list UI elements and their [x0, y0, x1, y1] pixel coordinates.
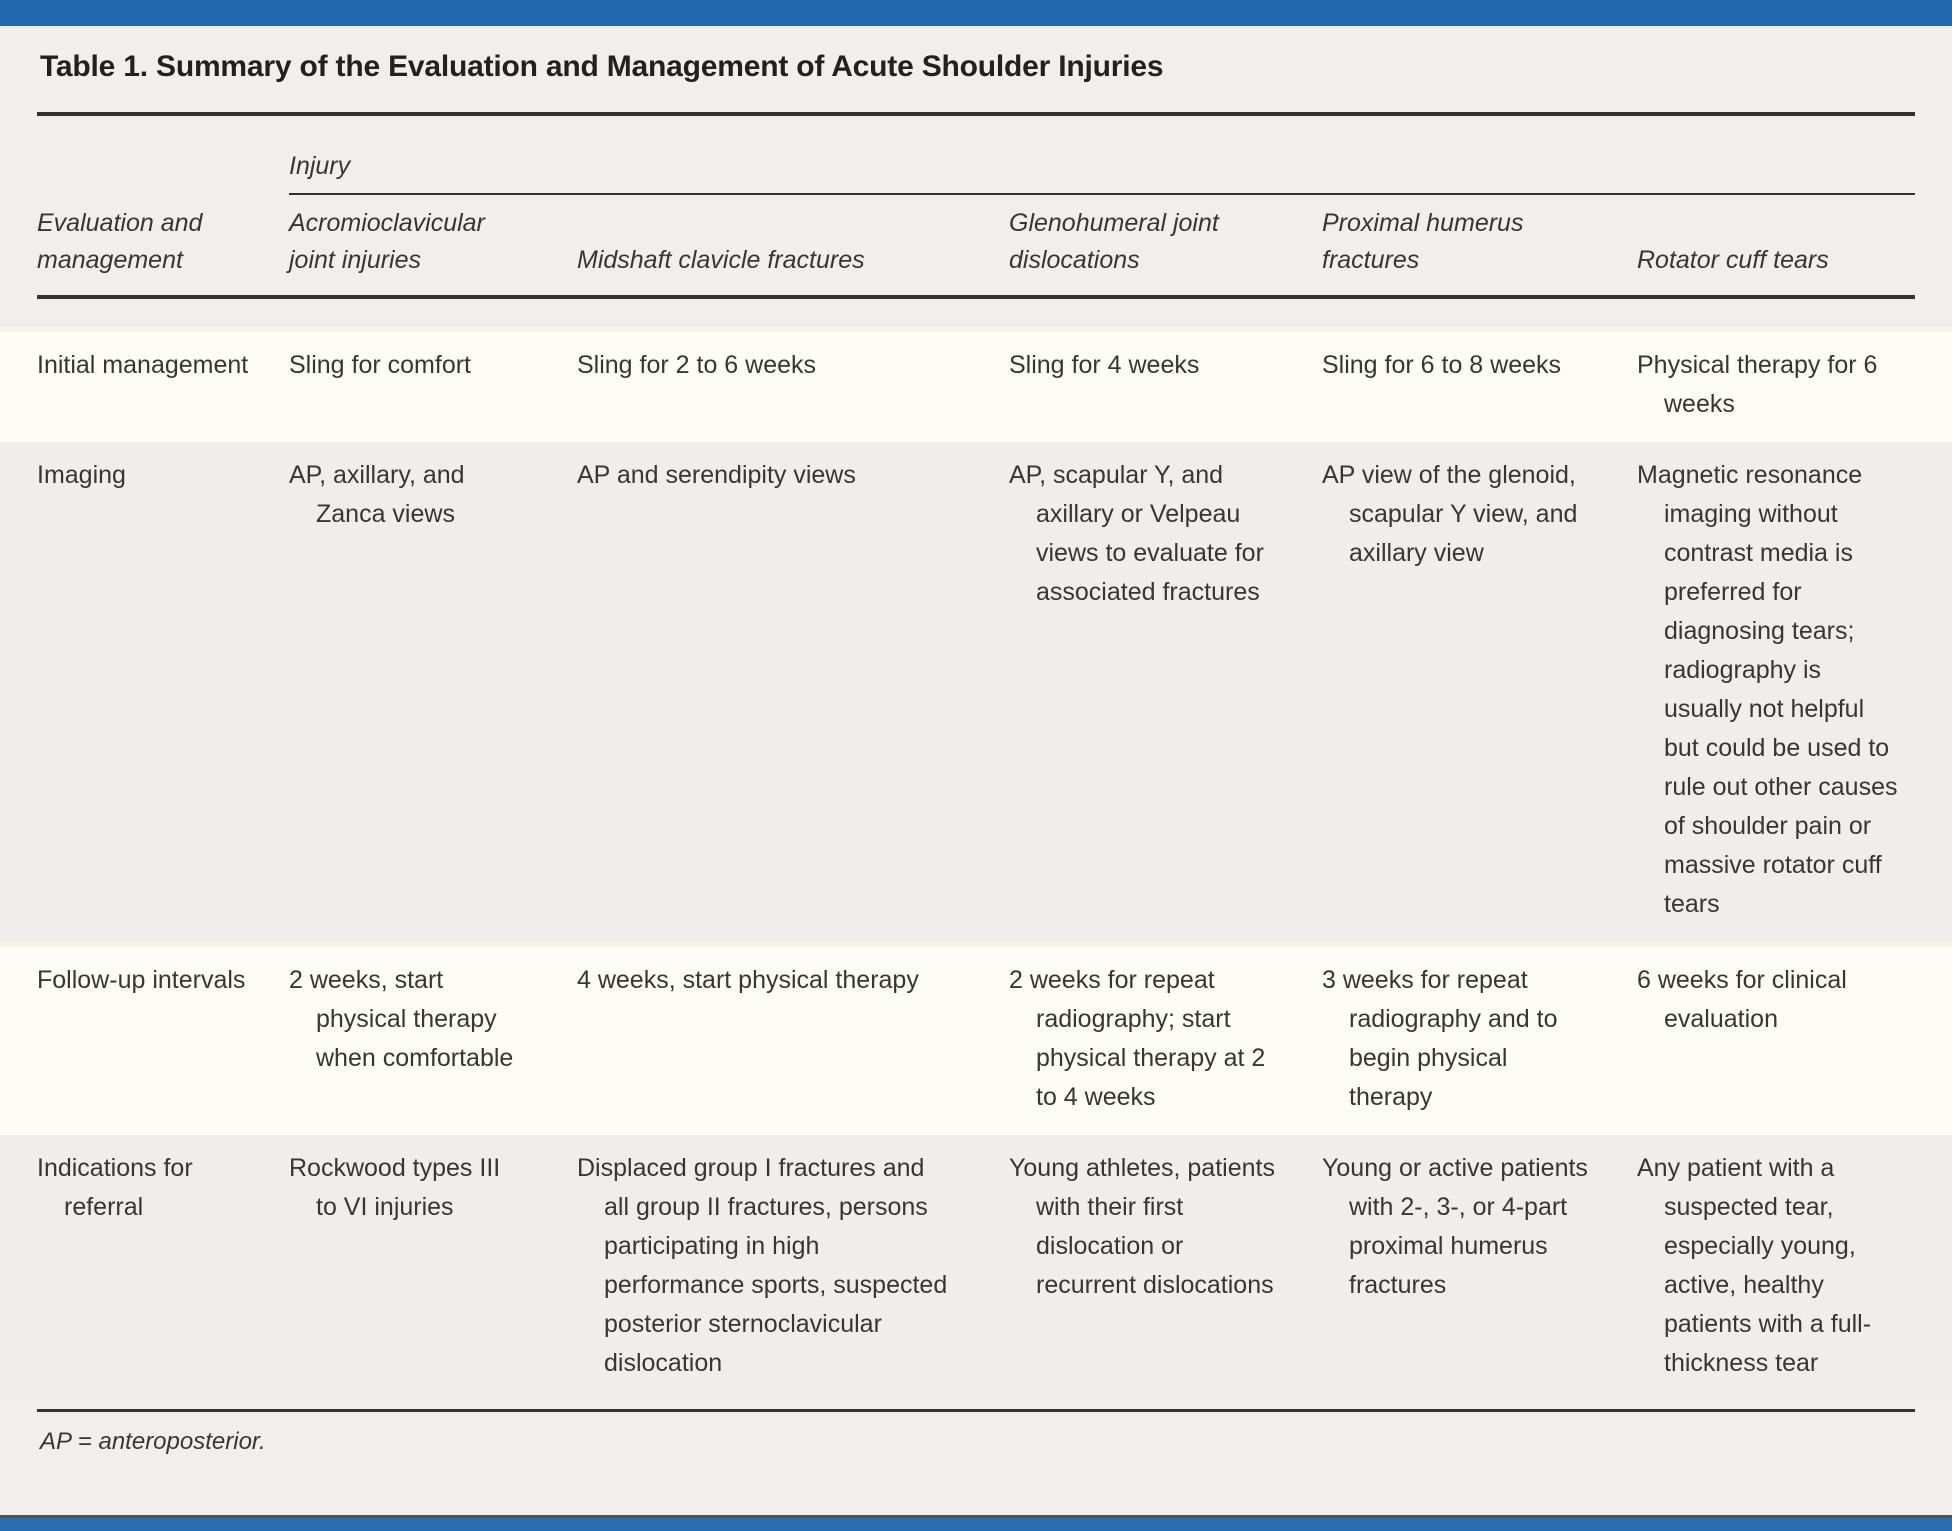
table-cell: AP and serendipity views — [577, 461, 856, 489]
title-divider — [37, 112, 1915, 116]
column-header-proximal-humerus: Proximal humerus fractures — [1322, 209, 1524, 274]
bottom-accent-bar — [0, 1515, 1952, 1531]
table-cell: AP view of the glenoid, scapular Y view, and axillary view — [1322, 461, 1578, 567]
column-header-row — [37, 205, 1915, 295]
table-cell: Physical therapy for 6 weeks — [1637, 351, 1878, 418]
table-cell: 3 weeks for repeat radiography and to begin physical therapy — [1322, 966, 1558, 1111]
column-header-glenohumeral: Glenohumeral joint dislocations — [1009, 209, 1219, 274]
table-footnote: AP = anteroposterior. — [40, 1428, 266, 1455]
header-gap — [0, 299, 1952, 327]
injury-group-header-row — [37, 152, 1915, 195]
table-cell: 2 weeks, start physical therapy when comfortable — [289, 966, 514, 1072]
row-header: Indications for referral — [37, 1154, 193, 1221]
table-cell: Any patient with a suspected tear, especially young, active, healthy patients with a full-thickness tear — [1637, 1154, 1872, 1377]
injury-group-span — [289, 152, 1915, 195]
row-header: Imaging — [37, 461, 126, 489]
table-cell: Sling for 2 to 6 weeks — [577, 351, 817, 379]
bottom-divider — [37, 1409, 1915, 1412]
row-header: Follow-up intervals — [37, 966, 246, 994]
column-header-acromioclavicular: Acromioclavicular joint injuries — [289, 209, 485, 274]
column-header-midshaft-clavicle: Midshaft clavicle fractures — [577, 246, 865, 274]
table-row-imaging — [0, 442, 1952, 942]
table-cell: 2 weeks for repeat radiography; start physical therapy at 2 to 4 weeks — [1009, 966, 1266, 1111]
table-row-initial-management — [0, 327, 1952, 442]
column-header-rotator-cuff: Rotator cuff tears — [1637, 246, 1829, 274]
row-header: Initial management — [37, 351, 249, 379]
injury-group-spacer — [37, 152, 289, 195]
table-cell: Magnetic resonance imaging without contrast media is preferred for diagnosing tears; radiography is usually not helpful but could be used to rule out other causes of shoulder pain or massive rotator cuff tears — [1637, 461, 1898, 918]
table-cell: AP, axillary, and Zanca views — [289, 461, 465, 528]
table-cell: 4 weeks, start physical therapy — [577, 966, 919, 994]
table-cell: AP, scapular Y, and axillary or Velpeau views to evaluate for associated fractures — [1009, 461, 1264, 606]
top-accent-bar — [0, 0, 1952, 26]
table-cell: Sling for 4 weeks — [1009, 351, 1200, 379]
table-cell: Displaced group I fractures and all group II fractures, persons participating in high performance sports, suspected posterior sternoclavicular dislocation — [577, 1154, 948, 1377]
table-row-indications-for-referral — [0, 1135, 1952, 1401]
injury-group-label: Injury — [289, 152, 351, 180]
table-cell: Young or active patients with 2-, 3-, or 4-part proximal humerus fractures — [1322, 1154, 1588, 1299]
table-cell: Rockwood types III to VI injuries — [289, 1154, 501, 1221]
table-cell: Sling for 6 to 8 weeks — [1322, 351, 1562, 379]
corner-header: Evaluation and management — [37, 209, 203, 274]
table-cell: Young athletes, patients with their first dislocation or recurrent dislocations — [1009, 1154, 1275, 1299]
table-title: Table 1. Summary of the Evaluation and Management of Acute Shoulder Injuries — [40, 50, 1164, 83]
table-cell: 6 weeks for clinical evaluation — [1637, 966, 1847, 1033]
table-cell: Sling for comfort — [289, 351, 472, 379]
table-row-follow-up-intervals — [0, 942, 1952, 1135]
